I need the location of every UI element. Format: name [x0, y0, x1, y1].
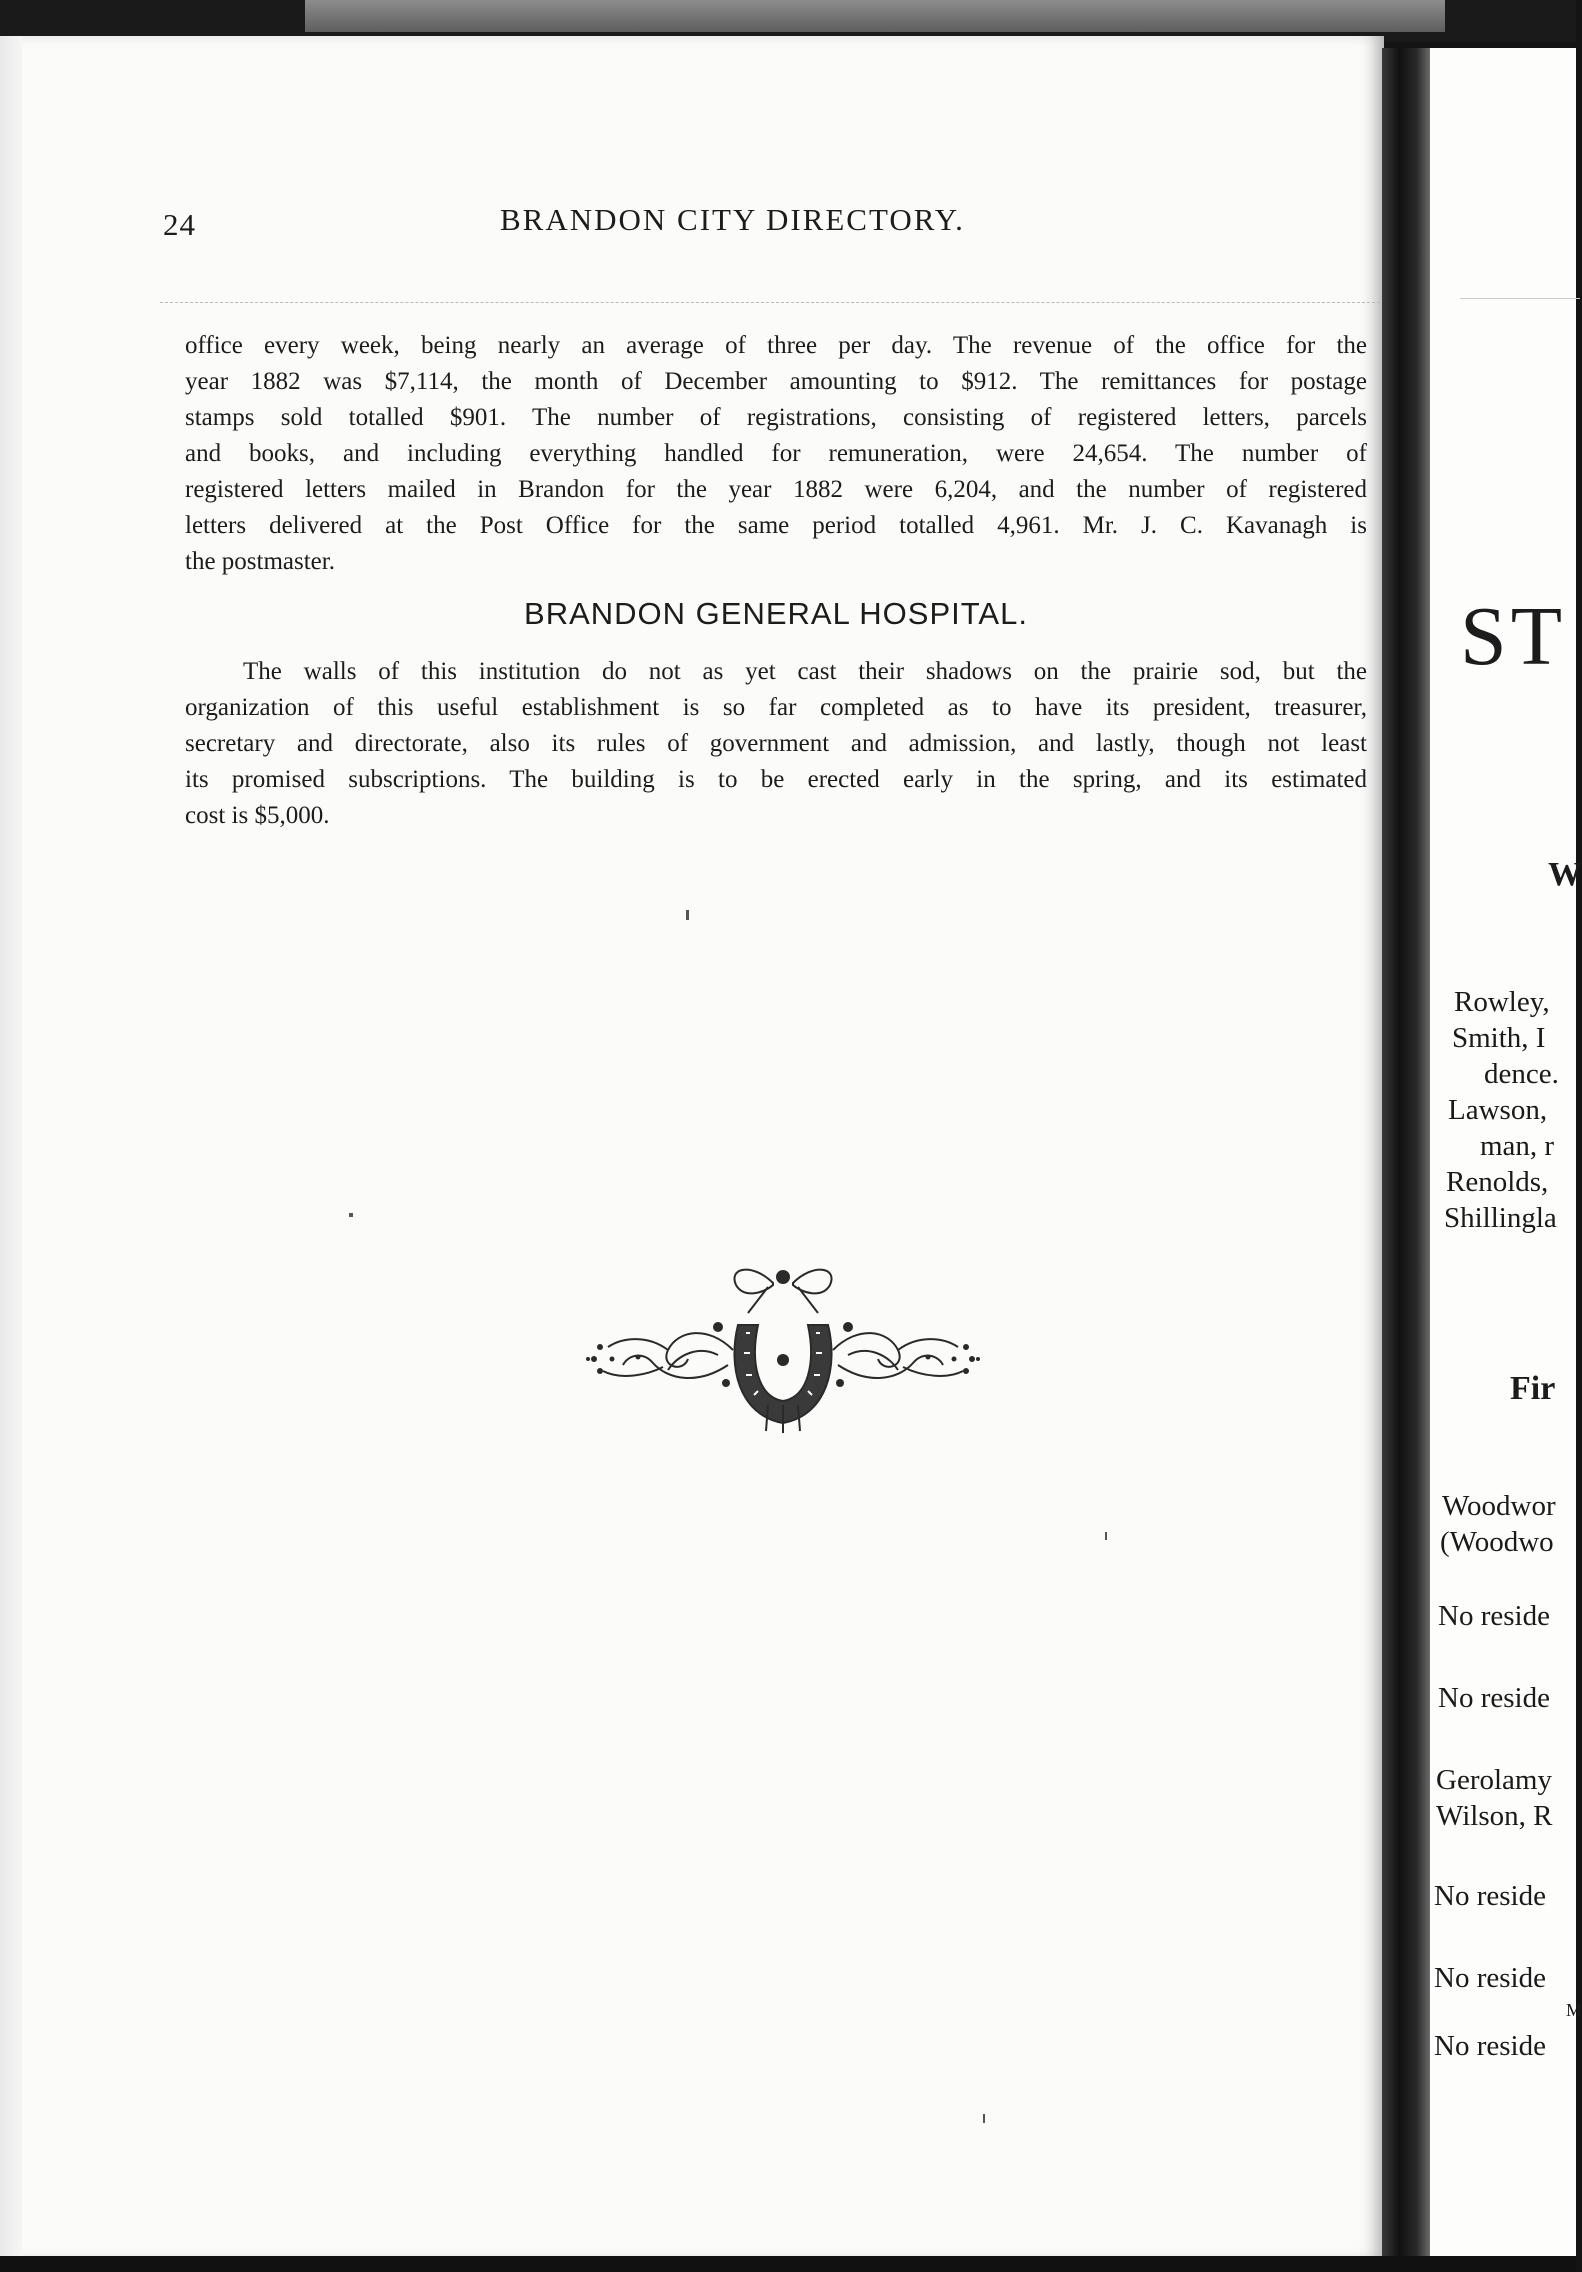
- post-office-paragraph: [185, 328, 1367, 580]
- page-number: 24: [163, 207, 196, 242]
- text-line: the postmaster.: [185, 548, 335, 575]
- scan-bottom-edge: [0, 2256, 1576, 2272]
- scan-top-shadow: [305, 0, 1445, 32]
- text-line: cost is $5,000.: [185, 802, 330, 829]
- text-line: organization of this useful establishment is so far completed as to have its president, treasurer,: [185, 694, 1367, 721]
- text-line: stamps sold totalled $901. The number of registrations, consisting of registered letters, parcels: [185, 404, 1367, 431]
- facing-line: Lawson,: [1448, 1094, 1548, 1126]
- text-line: The walls of this institution do not as yet cast their shadows on the prairie sod, but the: [243, 658, 1367, 685]
- facing-line: Gerolamy: [1436, 1764, 1552, 1796]
- facing-line: M: [1566, 2000, 1582, 2020]
- facing-line: No reside: [1434, 1962, 1546, 1994]
- text-line: secretary and directorate, also its rules of government and admission, and lastly, though not least: [185, 730, 1367, 757]
- facing-line: man, r: [1480, 1130, 1555, 1162]
- scan-speck: [983, 2114, 985, 2123]
- facing-line: Woodwor: [1442, 1490, 1556, 1522]
- text-line: and books, and including everything handled for remuneration, were 24,654. The number of: [185, 440, 1367, 467]
- facing-page: [1430, 48, 1582, 2258]
- text-line: office every week, being nearly an average of three per day. The revenue of the office for the: [185, 332, 1367, 359]
- facing-line: Smith, I: [1452, 1022, 1546, 1054]
- facing-line: Shillingla: [1444, 1202, 1557, 1234]
- facing-heading-2: Fir: [1510, 1370, 1556, 1407]
- facing-heading-1: W: [1548, 856, 1582, 893]
- scan-speck: [686, 910, 689, 920]
- binding-gutter: [1382, 48, 1432, 2258]
- running-head: BRANDON CITY DIRECTORY.: [500, 202, 965, 237]
- hospital-paragraph: [185, 654, 1367, 834]
- header-rule: [160, 302, 1380, 303]
- text-line: letters delivered at the Post Office for the same period totalled 4,961. Mr. J. C. Kavanagh is: [185, 512, 1367, 539]
- facing-line: No reside: [1438, 1682, 1550, 1714]
- facing-line: No reside: [1434, 2030, 1546, 2062]
- facing-line: (Woodwo: [1440, 1526, 1554, 1558]
- facing-line: dence.: [1484, 1058, 1559, 1090]
- horseshoe-ornament-icon: [568, 1255, 998, 1435]
- text-line: registered letters mailed in Brandon for the year 1882 were 6,204, and the number of registered: [185, 476, 1367, 503]
- facing-line: Wilson, R: [1436, 1800, 1553, 1832]
- facing-line: Rowley,: [1454, 986, 1550, 1018]
- section-heading: BRANDON GENERAL HOSPITAL.: [524, 596, 1028, 631]
- facing-title-fragment: ST: [1460, 590, 1567, 683]
- text-line: its promised subscriptions. The building is to be erected early in the spring, and its estimated: [185, 766, 1367, 793]
- facing-line: No reside: [1438, 1600, 1550, 1632]
- facing-page-rule: [1460, 298, 1580, 299]
- facing-line: No reside: [1434, 1880, 1546, 1912]
- text-line: year 1882 was $7,114, the month of December amounting to $912. The remittances for postage: [185, 368, 1367, 395]
- facing-line: Renolds,: [1446, 1166, 1549, 1198]
- scan-speck: [349, 1213, 353, 1217]
- scan-speck: [1105, 1532, 1107, 1540]
